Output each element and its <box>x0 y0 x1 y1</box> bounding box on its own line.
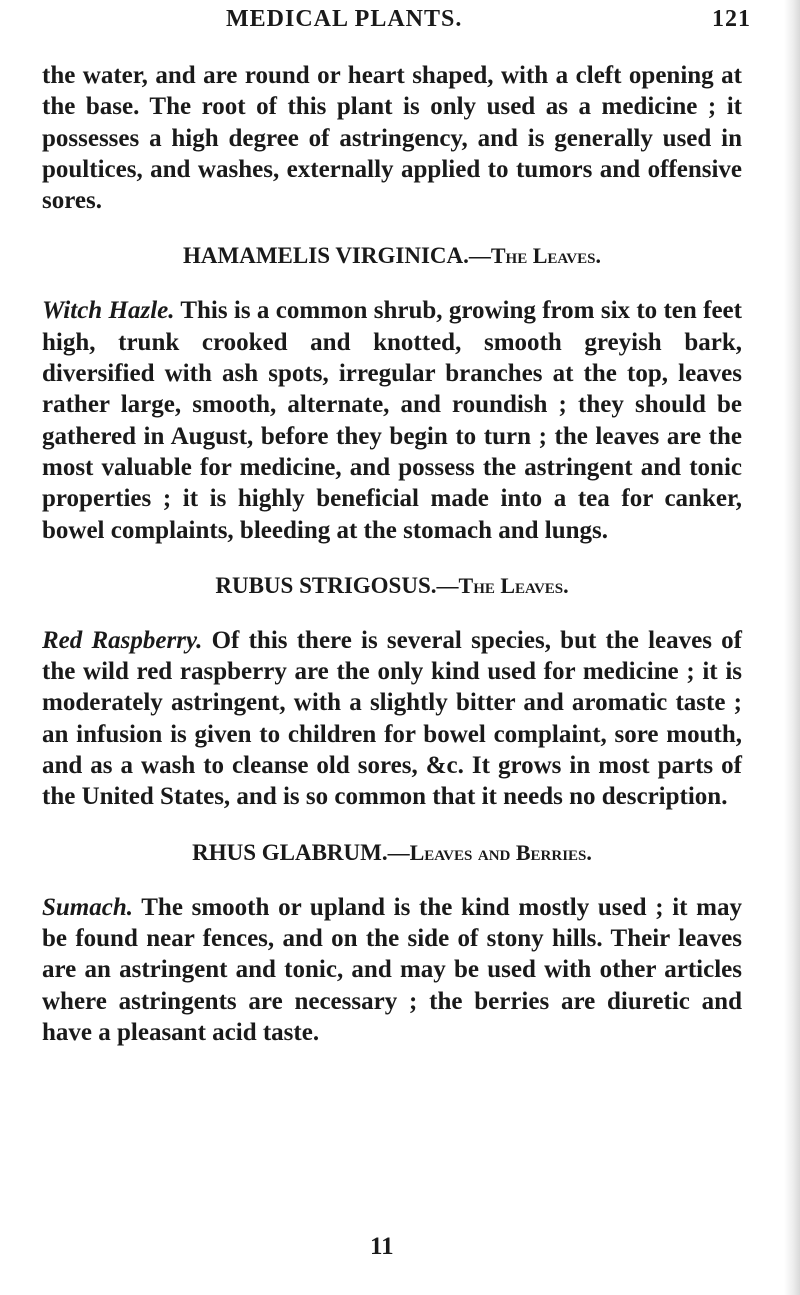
heading-sub: —The Leaves. <box>468 243 601 269</box>
entry-heading-rhus <box>42 837 742 868</box>
entry-body: This is a common shrub, growing from six to ten feet high, trunk crooked and knotted, smooth greyish bark, diversified with ash spots, irregular branches at the top, leaves rather large, smooth, alternate, and roundish ; they should be gathered in August, before they begin to turn ; the leaves are the most valuable for medicine, and possess the astringent and tonic properties ; it is highly beneficial made into a tea for canker, bowel complaints, bleeding at the stomach and lungs. <box>42 297 742 544</box>
intro-paragraph: the water, and are round or heart shaped, with a cleft opening at the base. The root of this plant is only used as a medicine ; it possesses a high degree of astringency, and is generally used in poultices, and washes, externally applied to tumors and offensive sores. <box>42 62 742 215</box>
heading-main: RHUS GLABRUM. <box>192 839 388 865</box>
entry-heading-hamamelis <box>42 240 742 271</box>
entry-paragraph-rhus <box>42 892 742 1048</box>
entry-lead: Witch Hazle. <box>42 297 175 325</box>
running-head <box>0 6 800 40</box>
entry-lead: Red Raspberry. <box>42 626 203 654</box>
page-number: 121 <box>712 6 751 32</box>
heading-sub: —The Leaves. <box>436 572 569 598</box>
entry-paragraph-rubus <box>42 625 742 813</box>
entry-paragraph-hamamelis <box>42 295 742 545</box>
page-edge-shadow <box>784 0 800 1295</box>
signature-mark: 11 <box>370 1233 394 1260</box>
entry-heading-rubus <box>42 570 742 601</box>
entry-body: The smooth or upland is the kind mostly used ; it may be found near fences, and on the side of stony hills. Their leaves are an astringent and tonic, and may be used with other articles where astringents are necessary ; the berries are diuretic and have a pleasant acid taste. <box>42 893 742 1046</box>
text-column <box>42 60 742 1048</box>
heading-main: HAMAMELIS VIRGINICA. <box>183 243 469 269</box>
entry-body: Of this there is several species, but the leaves of the wild red raspberry are the only kind used for medicine ; it is moderately astringent, with a slightly bitter and aromatic taste ; an infusion is given to children for bowel complaint, sore mouth, and as a wash to cleanse old sores, &c. It grows in most parts of the United States, and is so common that it needs no description. <box>42 626 742 811</box>
running-title: MEDICAL PLANTS. <box>226 6 463 32</box>
heading-sub: —Leaves and Berries. <box>387 839 592 865</box>
entry-lead: Sumach. <box>42 893 134 921</box>
heading-main: RUBUS STRIGOSUS. <box>215 572 437 598</box>
